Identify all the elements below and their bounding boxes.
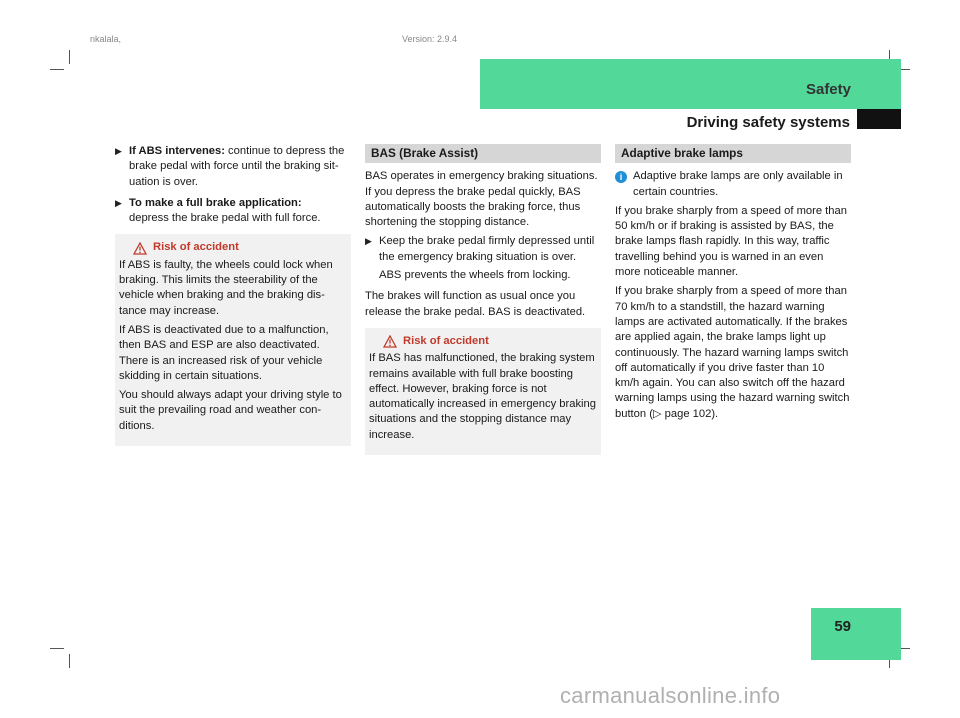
warning-box — [365, 328, 601, 455]
warning-header — [119, 240, 347, 255]
paragraph: If you brake sharply from a speed of more than 50 km/h or if braking is assisted by BAS, the brake lamps flash rapidly. In this way, traffic travelling behind you is warned in an even more noticeable manner. — [615, 204, 847, 279]
info-note — [615, 169, 851, 200]
warning-text: If ABS is faulty, the wheels could lock when braking. This limits the steerability of the vehicle when braking and the braking distance may increase. — [119, 258, 333, 317]
crop-mark — [69, 654, 70, 668]
step-text: Keep the brake pedal firmly depressed until the emergency braking situation is over. — [379, 235, 595, 263]
paragraph: BAS operates in emergency braking situations. If you depress the brake pedal quickly, BAS automatically boosts the braking force, thus shortening the stopping distance. — [365, 170, 598, 229]
warning-triangle-icon — [383, 335, 397, 348]
warning-text: If BAS has malfunctioned, the braking system remains available with full brake boosting effect. However, braking force is not automatically increased in emergency braking situations and the stopping distance may increase. — [369, 352, 596, 441]
step-arrow-icon: ▶ — [115, 197, 122, 208]
page-number: 59 — [834, 618, 851, 635]
watermark: carmanualsonline.info — [560, 683, 781, 708]
paragraph — [615, 284, 851, 422]
header-marker — [857, 109, 901, 129]
step-label: To make a full brake application: — [129, 196, 302, 209]
paragraph-text: If you brake sharply from a speed of more than 70 km/h to a standstill, the hazard warning lamps are activated automatically. If the brakes are applied again, the brake lamps light up continuously. The hazard warning lamps switch off automatically if you drive faster than 10 km/h again. You can also switch off the hazard warning lamps using the hazard warning switch button ( — [615, 285, 850, 420]
page-number-box — [811, 608, 901, 660]
warning-title: Risk of accident — [403, 334, 489, 347]
safety-tab — [480, 59, 901, 109]
section-header-title: Driving safety systems — [686, 114, 850, 131]
meta-author: nkalala, — [90, 34, 122, 44]
safety-tab-label: Safety — [805, 81, 851, 98]
column-adaptive-brake-lamps — [615, 144, 851, 426]
info-icon: i — [615, 171, 627, 183]
column-bas — [365, 144, 601, 455]
step-text: depress the brake pedal with full force. — [129, 212, 321, 225]
warning-triangle-icon — [133, 242, 147, 255]
warning-box — [115, 234, 351, 446]
instruction-step — [365, 234, 601, 283]
crop-mark — [50, 648, 64, 649]
step-result: ABS prevents the wheels from locking. — [379, 269, 571, 282]
page-reference-link[interactable]: page 102). — [661, 407, 719, 420]
section-title: BAS (Brake Assist) — [365, 144, 601, 163]
instruction-step — [115, 196, 351, 227]
step-label: If ABS intervenes: — [129, 145, 225, 157]
crop-mark — [50, 69, 64, 70]
warning-text: If ABS is deactivated due to a malfunction, then BAS and ESP are also deactivated. There is an increased risk of your vehicle skidding in certain situations. — [119, 323, 329, 382]
step-arrow-icon: ▶ — [115, 146, 122, 156]
info-text: Adaptive brake lamps are only available in certain countries. — [633, 170, 843, 198]
column-abs — [115, 144, 351, 446]
meta-version: Version: 2.9.4 — [402, 34, 458, 44]
paragraph: The brakes will function as usual once you release the brake pedal. BAS is deactivated. — [365, 290, 586, 318]
warning-header — [369, 334, 597, 349]
step-arrow-icon: ▶ — [365, 236, 372, 247]
page-reference-arrow-icon: ▷ — [652, 407, 662, 420]
instruction-step — [115, 144, 351, 190]
crop-mark — [69, 50, 70, 64]
section-title: Adaptive brake lamps — [615, 144, 851, 163]
warning-text: You should always adapt your driving style to suit the prevailing road and weather conditions. — [119, 389, 342, 432]
step-text: continue to depress the brake pedal with force until the braking situation is over. — [129, 145, 345, 188]
warning-title: Risk of accident — [153, 241, 239, 254]
